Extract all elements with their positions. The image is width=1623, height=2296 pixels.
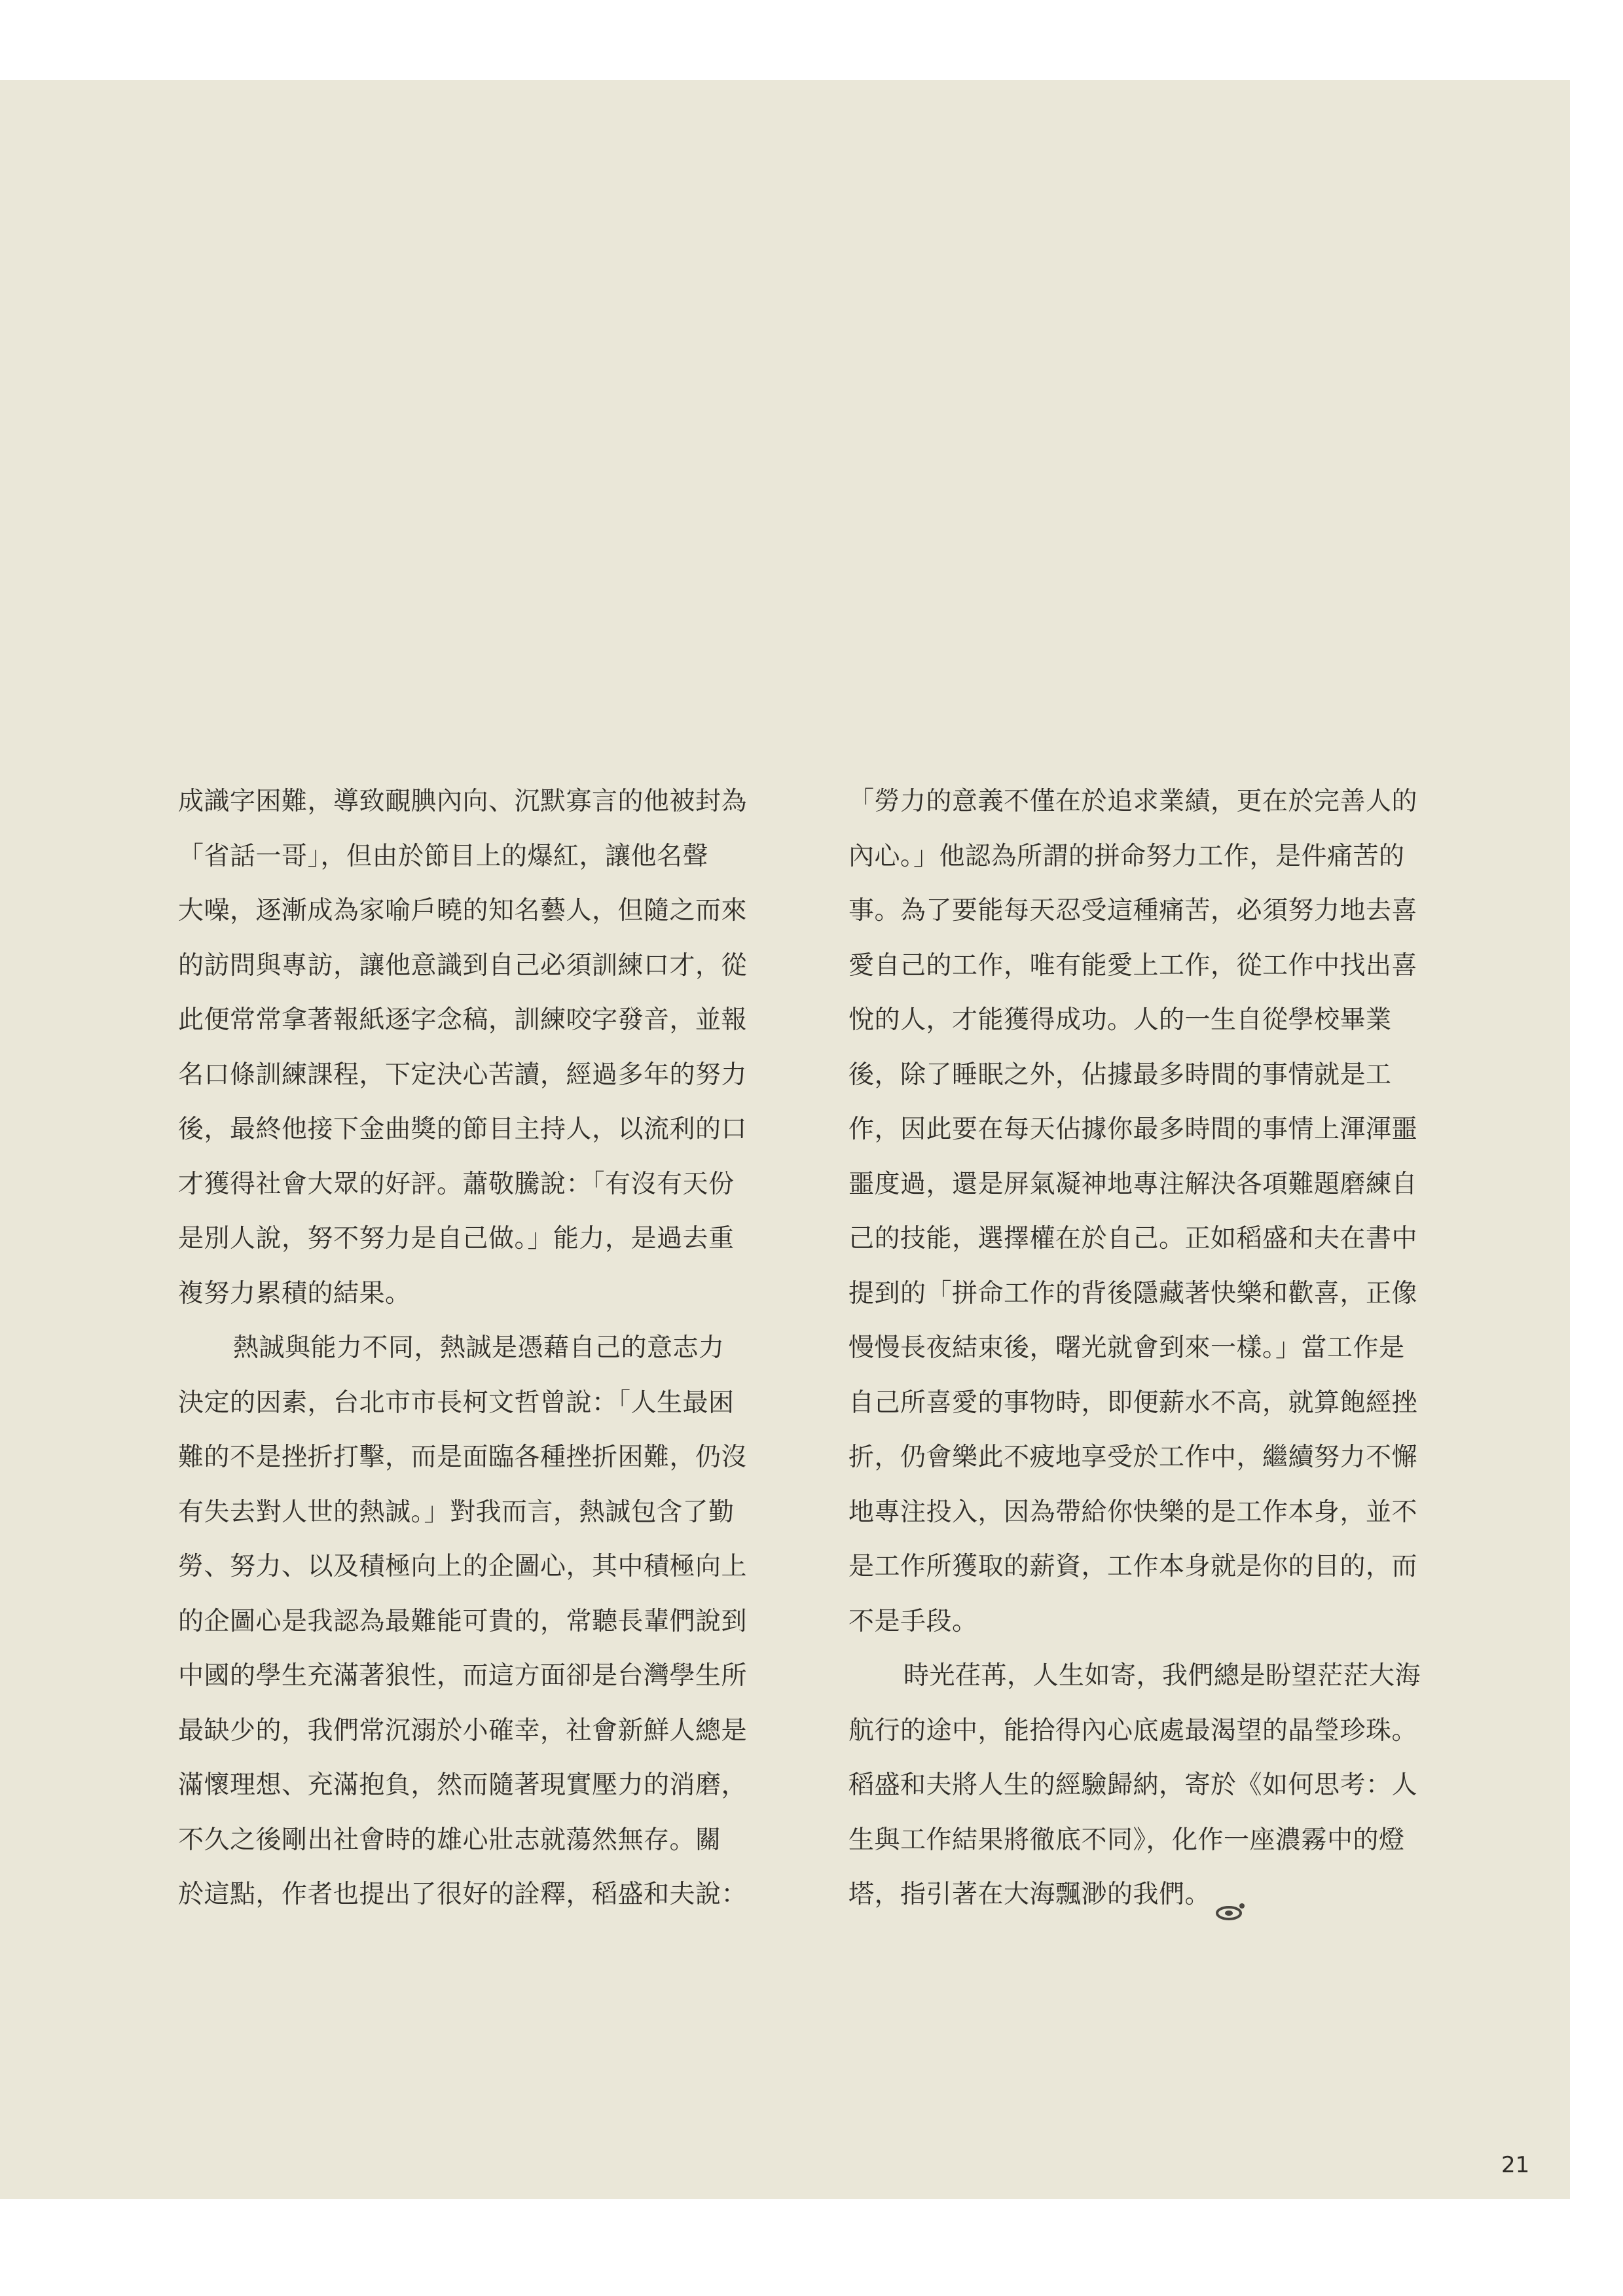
text-line: 難的不是挫折打擊，而是面臨各種挫折困難，仍沒 xyxy=(178,1443,748,1472)
text-line: 才獲得社會大眾的好評。蕭敬騰說：「有沒有天份 xyxy=(178,1169,735,1199)
text-line: 稻盛和夫將人生的經驗歸納，寄於《如何思考：人 xyxy=(848,1770,1418,1800)
text-line: 不久之後剛出社會時的雄心壯志就蕩然無存。關 xyxy=(178,1825,721,1855)
page-number: 21 xyxy=(1501,2152,1530,2178)
text-line: 時光荏苒，人生如寄，我們總是盼望茫茫大海 xyxy=(903,1661,1421,1691)
text-line: 大噪，逐漸成為家喻戶曉的知名藝人，但隨之而來 xyxy=(178,896,748,925)
left-paragraph-1 xyxy=(178,774,774,1321)
text-line: 此便常常拿著報紙逐字念稿，訓練咬字發音，並報 xyxy=(178,1005,748,1035)
text-line: 事。為了要能每天忍受這種痛苦，必須努力地去喜 xyxy=(848,896,1418,925)
text-line: 地專注投入，因為帶給你快樂的是工作本身，並不 xyxy=(848,1497,1418,1527)
text-line: 自己所喜愛的事物時，即便薪水不高，就算飽經挫 xyxy=(848,1388,1418,1418)
text-line: 最缺少的，我們常沉溺於小確幸，社會新鮮人總是 xyxy=(178,1715,748,1746)
text-line: 是別人說，努不努力是自己做。」能力，是過去重 xyxy=(178,1224,735,1253)
text-line: 於這點，作者也提出了很好的詮釋，稻盛和夫說： xyxy=(178,1880,748,1909)
last-text-line xyxy=(848,1867,1444,1922)
text-line: 慢慢長夜結束後，曙光就會到來一樣。」當工作是 xyxy=(848,1333,1405,1363)
text-line: 愛自己的工作，唯有能愛上工作，從工作中找出喜 xyxy=(848,950,1418,980)
text-line: 勞、努力、以及積極向上的企圖心，其中積極向上 xyxy=(178,1552,748,1581)
end-of-article-icon xyxy=(1214,1886,1249,1906)
text-line: 塔，指引著在大海飄渺的我們。 xyxy=(848,1880,1211,1909)
text-line: 的訪問與專訪，讓他意識到自己必須訓練口才，從 xyxy=(178,950,748,980)
text-line: 內心。」他認為所謂的拼命努力工作，是件痛苦的 xyxy=(848,841,1405,871)
text-line: 噩度過，還是屏氣凝神地專注解決各項難題磨練自 xyxy=(848,1169,1418,1199)
text-line: 提到的「拼命工作的背後隱藏著快樂和歡喜，正像 xyxy=(848,1278,1418,1308)
text-line: 「勞力的意義不僅在於追求業績，更在於完善人的 xyxy=(848,787,1418,816)
text-line: 複努力累積的結果。 xyxy=(178,1278,411,1308)
right-paragraph-2 xyxy=(848,1649,1444,1922)
left-text-column xyxy=(178,774,774,1922)
text-line: 有失去對人世的熱誠。」對我而言，熱誠包含了勤 xyxy=(178,1497,735,1527)
right-paragraph-1 xyxy=(848,774,1444,1649)
right-text-column xyxy=(848,774,1444,1922)
left-paragraph-2 xyxy=(178,1321,774,1922)
text-line: 作，因此要在每天佔據你最多時間的事情上渾渾噩 xyxy=(848,1115,1418,1144)
text-line: 後，最終他接下金曲獎的節目主持人，以流利的口 xyxy=(178,1115,748,1144)
text-line: 不是手段。 xyxy=(848,1606,978,1636)
text-line: 名口條訓練課程，下定決心苦讀，經過多年的努力 xyxy=(178,1060,748,1090)
text-line: 是工作所獲取的薪資，工作本身就是你的目的，而 xyxy=(848,1552,1418,1581)
text-line: 「省話一哥」，但由於節目上的爆紅，讓他名聲 xyxy=(178,841,709,871)
text-line: 悅的人，才能獲得成功。人的一生自從學校畢業 xyxy=(848,1005,1392,1035)
text-line: 航行的途中，能拾得內心底處最渴望的晶瑩珍珠。 xyxy=(848,1715,1418,1746)
text-line: 生與工作結果將徹底不同》，化作一座濃霧中的燈 xyxy=(848,1825,1405,1855)
text-line: 滿懷理想、充滿抱負，然而隨著現實壓力的消磨， xyxy=(178,1770,748,1800)
text-line: 中國的學生充滿著狼性，而這方面卻是台灣學生所 xyxy=(178,1661,748,1691)
text-line: 後，除了睡眠之外，佔據最多時間的事情就是工 xyxy=(848,1060,1392,1090)
text-line: 成識字困難，導致靦腆內向、沉默寡言的他被封為 xyxy=(178,787,748,816)
text-line: 折，仍會樂此不疲地享受於工作中，繼續努力不懈 xyxy=(848,1443,1418,1472)
text-line: 決定的因素，台北市市長柯文哲曾說：「人生最困 xyxy=(178,1388,735,1418)
text-line: 的企圖心是我認為最難能可貴的，常聽長輩們說到 xyxy=(178,1606,748,1636)
text-line: 己的技能，選擇權在於自己。正如稻盛和夫在書中 xyxy=(848,1224,1418,1253)
text-line: 熱誠與能力不同，熱誠是憑藉自己的意志力 xyxy=(233,1333,725,1363)
